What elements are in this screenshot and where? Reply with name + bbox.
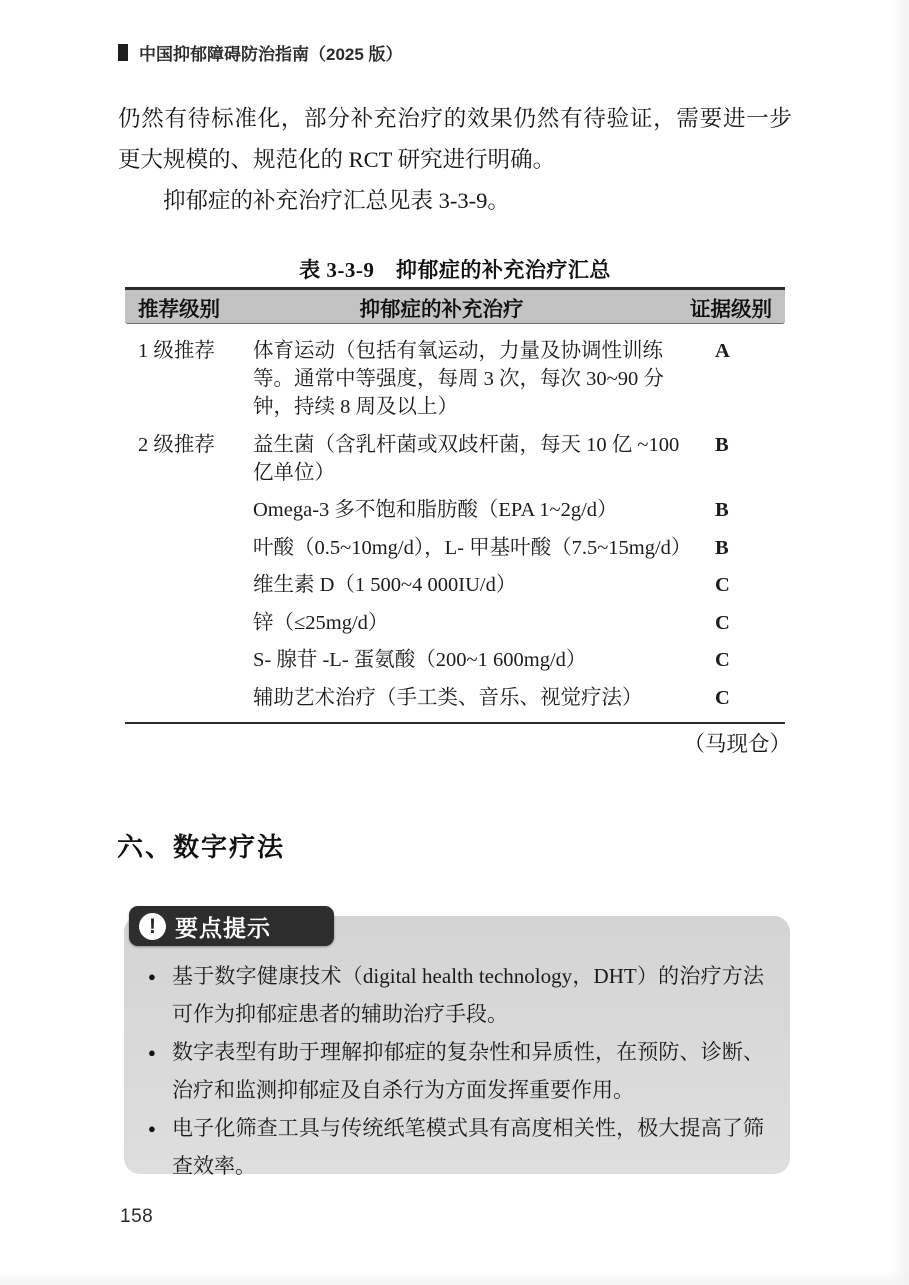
intro-paragraph-1: 仍然有待标准化，部分补充治疗的效果仍然有待验证，需要进一步更大规模的、规范化的 RCT 研究进行明确。 [118,106,792,172]
table-header-treatment: 抑郁症的补充治疗 [359,298,524,321]
table-row [125,426,785,492]
cell-treatment: 体育运动（包括有氧运动，力量及协调性训练等。通常中等强度，每周 3 次，每次 30~90 分钟，持续 8 周及以上） [253,340,664,418]
cell-recommendation-level [125,679,253,689]
table-header-evidence: 证据级别 [690,298,772,321]
cell-recommendation-level: 1 级推荐 [138,340,215,362]
cell-treatment: 辅助艺术治疗（手工类、音乐、视觉疗法） [253,686,643,709]
cell-treatment: 锌（≤25mg/d） [253,611,389,634]
keypoints-badge-label: 要点提示 [175,914,271,941]
running-head-title: 中国抑郁障碍防治指南（2025 版） [139,45,403,64]
table-header-level: 推荐级别 [138,298,220,321]
keypoints-callout [124,914,790,1178]
cell-treatment: 叶酸（0.5~10mg/d），L- 甲基叶酸（7.5~15mg/d） [253,536,692,559]
table-title: 表 3-3-9 抑郁症的补充治疗汇总 [299,258,611,282]
exclamation-icon: ! [139,913,166,940]
keypoint-item: ● 基于数字健康技术（digital health technology，DHT）的治疗方法可作为抑郁症患者的辅助治疗手段。 [148,958,764,1033]
cell-treatment: S- 腺苷 -L- 蛋氨酸（200~1 600mg/d） [253,649,587,671]
cell-evidence-level: C [715,611,730,634]
cell-evidence-level: C [715,574,730,596]
cell-evidence-level: C [715,686,730,709]
table-row [125,332,785,426]
cell-evidence-level: C [715,649,730,671]
chapter-marker-icon [118,44,128,61]
intro-paragraph-2: 抑郁症的补充治疗汇总见表 3-3-9。 [163,188,510,213]
cell-treatment: Omega-3 多不饱和脂肪酸（EPA 1~2g/d） [253,499,618,521]
supplementary-treatment-table [125,287,785,724]
cell-recommendation-level [125,491,253,501]
cell-evidence-level: B [715,536,729,559]
table-row [125,491,785,529]
page-number: 158 [120,1206,154,1227]
keypoints-badge [129,906,334,946]
table-row [125,641,785,679]
table-header-row [125,290,785,324]
author-attribution: （马现仓） [683,732,791,756]
table-row [125,679,785,717]
table-row [125,529,785,567]
cell-treatment: 维生素 D（1 500~4 000IU/d） [253,574,517,596]
section-heading: 六、数字疗法 [117,833,286,862]
cell-recommendation-level [125,529,253,539]
running-head [118,40,403,65]
intro-paragraphs [118,98,792,221]
cell-treatment: 益生菌（含乳杆菌或双歧杆菌，每天 10 亿 ~100 亿单位） [253,433,680,484]
cell-evidence-level: A [715,340,730,362]
keypoints-list [124,916,790,1185]
cell-evidence-level: B [715,433,729,456]
cell-recommendation-level: 2 级推荐 [138,433,215,456]
cell-recommendation-level [125,566,253,576]
cell-evidence-level: B [715,499,729,521]
cell-recommendation-level [125,604,253,614]
keypoint-item: ● 电子化筛查工具与传统纸笔模式具有高度相关性，极大提高了筛查效率。 [148,1110,764,1185]
cell-recommendation-level [125,641,253,651]
table-row [125,566,785,604]
table-body [125,324,785,716]
table-row [125,604,785,642]
keypoint-item: ● 数字表型有助于理解抑郁症的复杂性和异质性，在预防、诊断、治疗和监测抑郁症及自杀行为方面发挥重要作用。 [148,1034,764,1109]
